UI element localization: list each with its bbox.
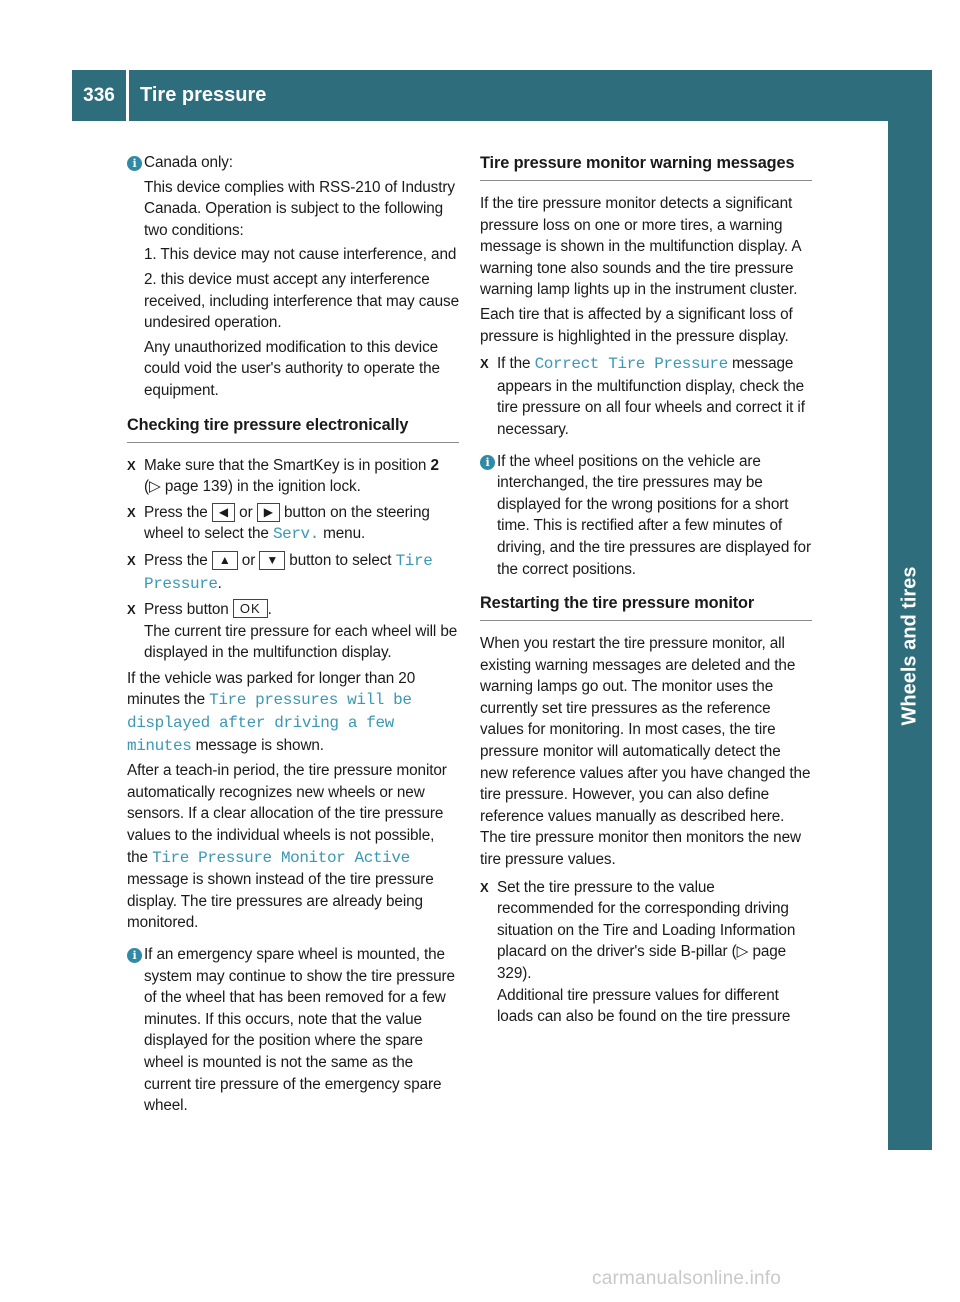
info-text: Any unauthorized modification to this device could void the user's authority to operate the equipment. xyxy=(144,338,440,399)
right-arrow-key-icon: ▶ xyxy=(257,503,280,522)
info-icon: i xyxy=(127,156,142,171)
info-note-canada xyxy=(127,152,459,402)
info-text: 1. This device may not cause interference, and xyxy=(144,246,457,264)
step-result-text: Additional tire pressure values for different loads can also be found on the tire pressure xyxy=(497,986,791,1026)
header-divider xyxy=(126,70,129,121)
page-number: 336 xyxy=(83,85,115,106)
step-text: Press button xyxy=(144,601,233,619)
step-item xyxy=(480,877,812,1028)
up-arrow-key-icon: ▲ xyxy=(212,551,238,570)
section-heading-warning-messages: Tire pressure monitor warning messages xyxy=(480,152,812,181)
info-text: 2. this device must accept any interference received, including interference that may cause undesired operation. xyxy=(144,270,460,332)
info-text: This device complies with RSS-210 of Industry Canada. Operation is subject to the following two conditions: xyxy=(144,178,455,239)
paragraph: When you restart the tire pressure monitor, all existing warning messages are deleted and the warning lamps go out. The monitor uses the currently set tire pressures as the reference values for monitoring. In most cases, the tire pressure monitor will automatically detect the new reference values after you have changed the tire pressure. However, you can also define reference values manually as described here. The tire pressure monitor then monitors the new tire pressure values. xyxy=(480,635,811,869)
info-icon: i xyxy=(480,455,495,470)
step-bullet-icon: X xyxy=(127,552,136,568)
step-text: message appears in the multifunction display, check the tire pressure on all four wheels and correct it if necessary. xyxy=(497,355,805,438)
step-text: or xyxy=(235,503,257,521)
paragraph-text: message is shown. xyxy=(191,736,324,754)
down-arrow-key-icon: ▼ xyxy=(259,551,285,570)
left-column xyxy=(127,152,459,1123)
info-icon: i xyxy=(127,948,142,963)
step-text: button to select xyxy=(285,551,396,569)
step-text: . xyxy=(217,574,222,592)
paragraph-text: After a teach-in period, the tire pressure monitor automatically recognizes new wheels or new sensors. If a clear allocation of the tire pressure values to the individual wheels is not possible, the xyxy=(127,762,447,866)
step-bullet-icon: X xyxy=(127,457,136,473)
step-text: Press the xyxy=(144,503,212,521)
step-bullet-icon: X xyxy=(127,602,136,618)
info-text: If the wheel positions on the vehicle are interchanged, the tire pressures may be displayed for the wrong positions for a short time. This is rectified after a few minutes of driving, and the tire pressures are displayed for the correct positions. xyxy=(497,452,811,578)
step-bullet-icon: X xyxy=(480,356,489,372)
step-text: . xyxy=(267,601,272,619)
display-message: Tire Pressure xyxy=(144,551,433,593)
step-text: If the xyxy=(497,355,535,373)
step-item xyxy=(127,599,459,664)
section-heading-checking: Checking tire pressure electronically xyxy=(127,414,459,443)
section-heading-restarting: Restarting the tire pressure monitor xyxy=(480,592,812,621)
step-text: Set the tire pressure to the value recommended for the corresponding driving situation on the Tire and Loading Information placard on the driver's side B-pillar ( xyxy=(497,878,796,961)
step-text: menu. xyxy=(318,525,366,543)
display-message: Serv. xyxy=(272,525,319,544)
step-text: page 329). xyxy=(497,943,787,982)
step-item xyxy=(480,353,812,440)
page-title: Tire pressure xyxy=(140,84,267,106)
step-item xyxy=(127,455,459,498)
info-title: Canada only: xyxy=(144,154,233,171)
step-text: page 139) in the ignition lock. xyxy=(160,478,361,496)
info-note-wheel-positions xyxy=(480,451,812,581)
paragraph xyxy=(127,668,459,757)
ok-key-icon: OK xyxy=(233,599,268,618)
watermark: carmanualsonline.info xyxy=(592,1268,782,1289)
side-tab-text: Wheels and tires xyxy=(898,566,921,726)
step-text: button on the steering wheel to select the xyxy=(144,503,430,543)
step-bullet-icon: X xyxy=(480,879,489,895)
step-text: Press the xyxy=(144,551,212,569)
display-message: Correct Tire Pressure xyxy=(534,355,728,374)
info-note-spare-wheel xyxy=(127,944,459,1117)
paragraph: Each tire that is affected by a significant loss of pressure is highlighted in the pressure display. xyxy=(480,305,793,345)
step-result-text: The current tire pressure for each wheel will be displayed in the multifunction display. xyxy=(144,622,458,662)
step-text: or xyxy=(237,551,260,569)
paragraph: If the tire pressure monitor detects a significant pressure loss on one or more tires, a warning message is shown in the multifunction display. A warning tone also sounds and the tire pressure warning lamp lights up in the instrument cluster. xyxy=(480,195,801,299)
step-text: Make sure that the SmartKey is in position xyxy=(144,456,431,474)
paragraph xyxy=(127,760,459,934)
paragraph-text: If the vehicle was parked for longer than 20 minutes the xyxy=(127,669,416,709)
display-message: Tire pressures will be displayed after driving a few minutes xyxy=(127,691,412,755)
side-tab-label xyxy=(888,560,932,732)
step-text: ( xyxy=(144,478,149,496)
step-bullet-icon: X xyxy=(127,504,136,520)
left-arrow-key-icon: ◀ xyxy=(212,503,235,522)
display-message: Tire Pressure Monitor Active xyxy=(152,848,410,867)
info-text: If an emergency spare wheel is mounted, the system may continue to show the tire pressure of the wheel that has been removed for a few minutes. If this occurs, note that the value displayed for the position where the spare wheel is mounted is not the same as the current tire pressure of the emergency spare wheel. xyxy=(144,946,455,1115)
paragraph-text: message is shown instead of the tire pressure display. The tire pressures are already being monitored. xyxy=(127,871,434,932)
position-number: 2 xyxy=(430,456,439,474)
step-item xyxy=(127,550,459,595)
page-ref-icon: ▷ xyxy=(736,943,749,961)
right-column xyxy=(480,152,812,1032)
step-item xyxy=(127,502,459,546)
page-ref-icon: ▷ xyxy=(149,478,161,496)
